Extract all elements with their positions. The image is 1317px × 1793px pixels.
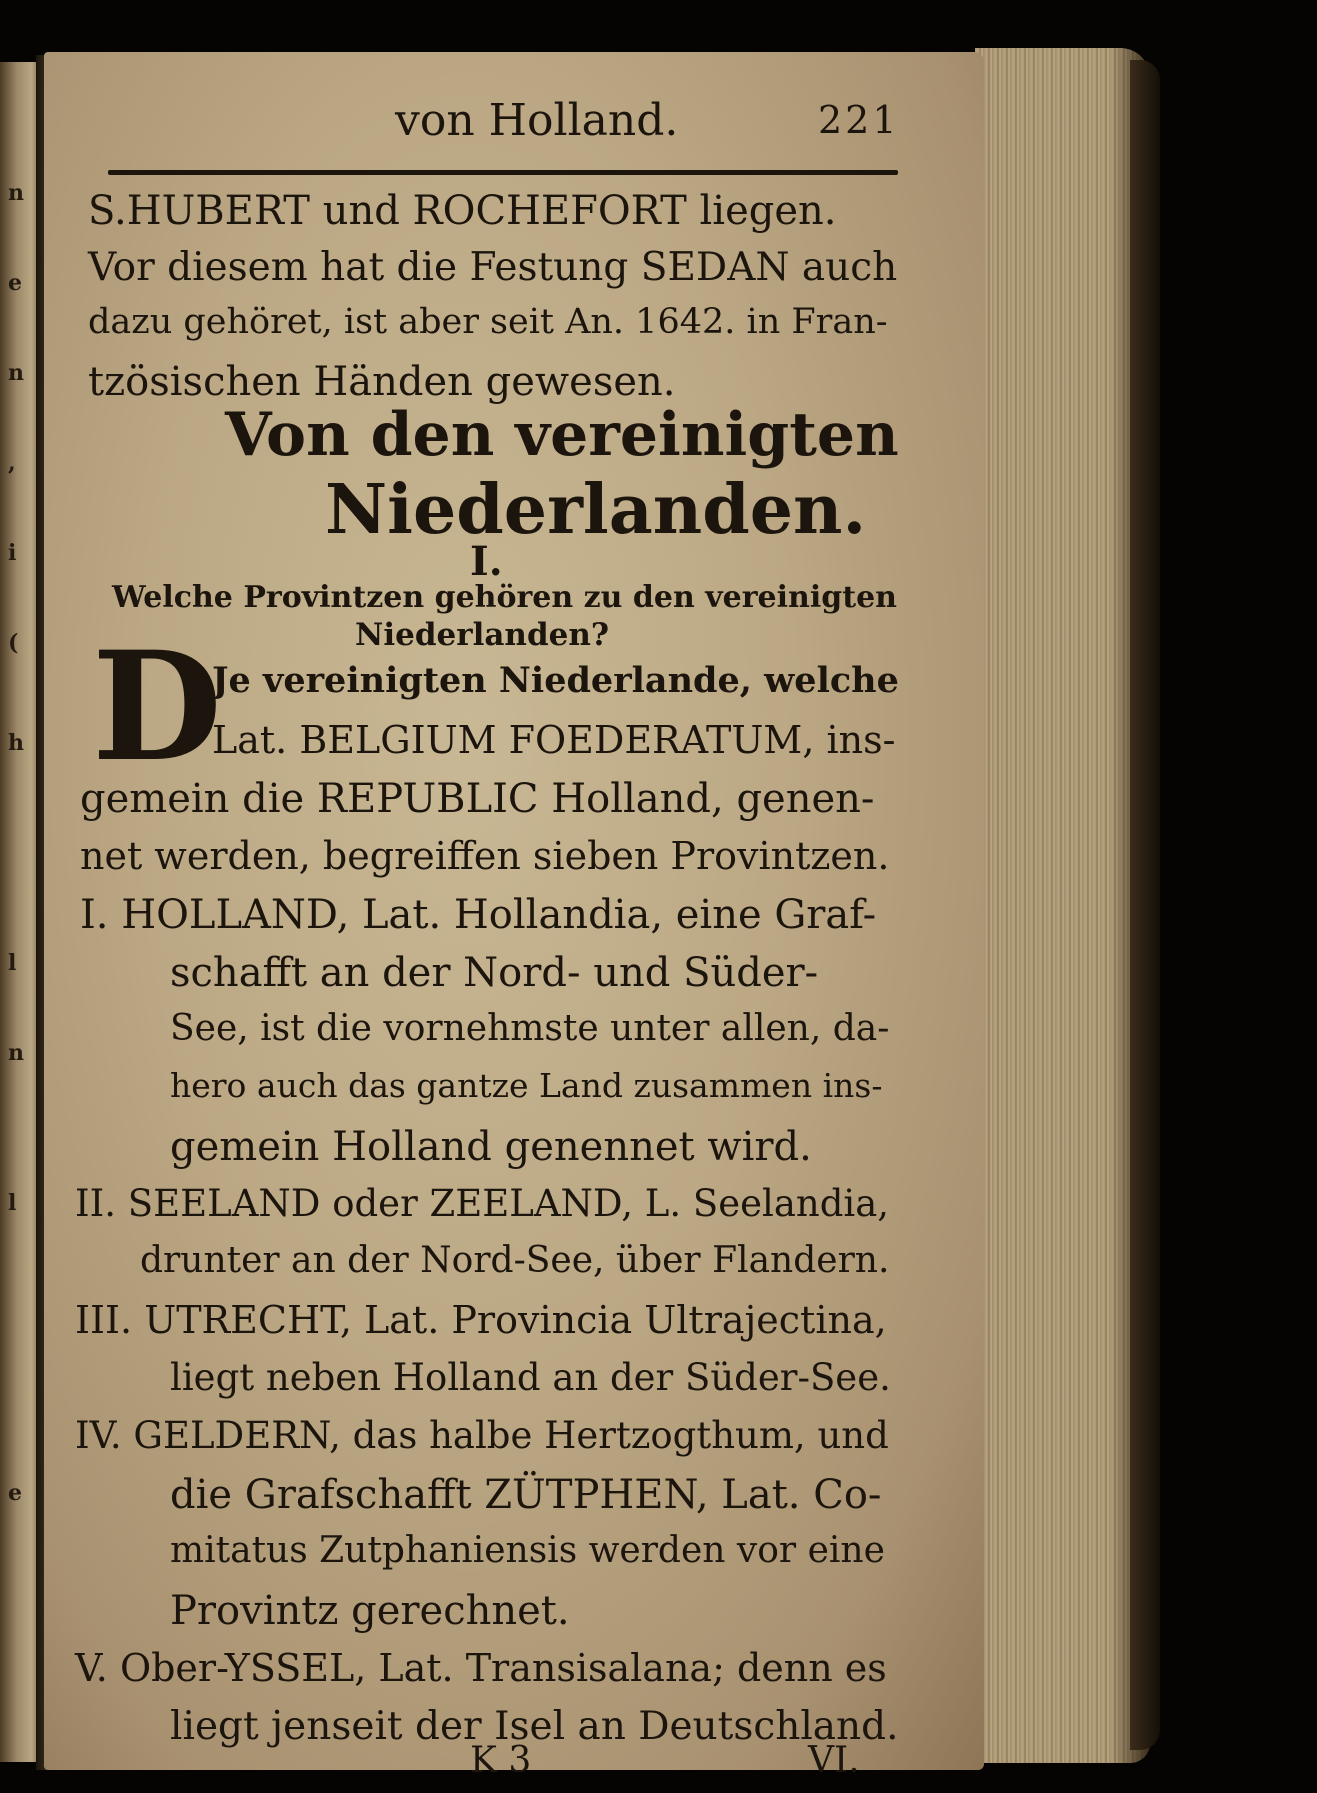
text-line: tzösischen Händen gewesen. [88, 359, 676, 405]
text-line: Vor diesem hat die Festung SEDAN auch [88, 245, 898, 290]
left-fragment: e [8, 1480, 22, 1506]
province-line: schafft an der Nord- und Süder- [170, 950, 819, 996]
left-fragment: ( [8, 630, 19, 656]
section-title: Niederlanden. [325, 470, 867, 550]
left-fragment: , [8, 450, 16, 476]
province-line: See, ist die vornehmste unter allen, da- [170, 1008, 890, 1049]
left-fragment: l [8, 1190, 17, 1216]
signature-mark: K 3 [470, 1740, 532, 1781]
province-line: drunter an der Nord-See, über Flandern. [140, 1240, 890, 1281]
left-fragment: e [8, 270, 22, 296]
province-line: mitatus Zutphaniensis werden vor eine [170, 1530, 885, 1571]
section-title: Von den vereinigten [225, 400, 899, 470]
drop-cap: D [92, 619, 223, 795]
province-line: hero auch das gantze Land zusammen ins- [170, 1066, 883, 1105]
running-head: von Holland. [395, 95, 679, 146]
province-line: IV. GELDERN, das halbe Hertzogthum, und [75, 1414, 889, 1457]
question-number: I. [470, 538, 503, 585]
text-line: Je vereinigten Niederlande, welche [212, 660, 899, 701]
province-line: liegt jenseit der Isel an Deutschland. [170, 1704, 899, 1749]
province-line: Provintz gerechnet. [170, 1588, 570, 1634]
left-fragment: i [8, 540, 17, 566]
province-line: II. SEELAND oder ZEELAND, L. Seelandia, [75, 1182, 890, 1225]
province-line: III. UTRECHT, Lat. Provincia Ultrajectina, [75, 1298, 887, 1342]
left-fragment: n [8, 180, 24, 206]
province-line: I. HOLLAND, Lat. Hollandia, eine Graf- [80, 892, 877, 938]
province-line: liegt neben Holland an der Süder-See. [170, 1356, 891, 1399]
text-line: Lat. BELGIUM FOEDERATUM, ins- [212, 718, 896, 762]
left-fragment: h [8, 730, 24, 756]
province-line: gemein Holland genennet wird. [170, 1124, 812, 1170]
province-line: V. Ober-YSSEL, Lat. Transisalana; denn es [75, 1646, 887, 1690]
question-text: Welche Provintzen gehören zu den vereinigten [112, 580, 897, 615]
text-line: gemein die REPUBLIC Holland, genen- [80, 776, 875, 822]
left-fragment: n [8, 1040, 24, 1066]
page-number: 221 [818, 98, 900, 142]
left-fragment: n [8, 360, 24, 386]
question-text: Niederlanden? [355, 617, 610, 653]
left-fragment: l [8, 950, 17, 976]
header-rule [108, 170, 898, 175]
catchword: VI. [808, 1740, 860, 1781]
text-line: S.HUBERT und ROCHEFORT liegen. [88, 188, 837, 234]
text-line: net werden, begreiffen sieben Provintzen. [80, 834, 890, 878]
text-line: dazu gehöret, ist aber seit An. 1642. in Fran- [88, 302, 888, 342]
province-line: die Grafschafft ZÜTPHEN, Lat. Co- [170, 1472, 882, 1518]
